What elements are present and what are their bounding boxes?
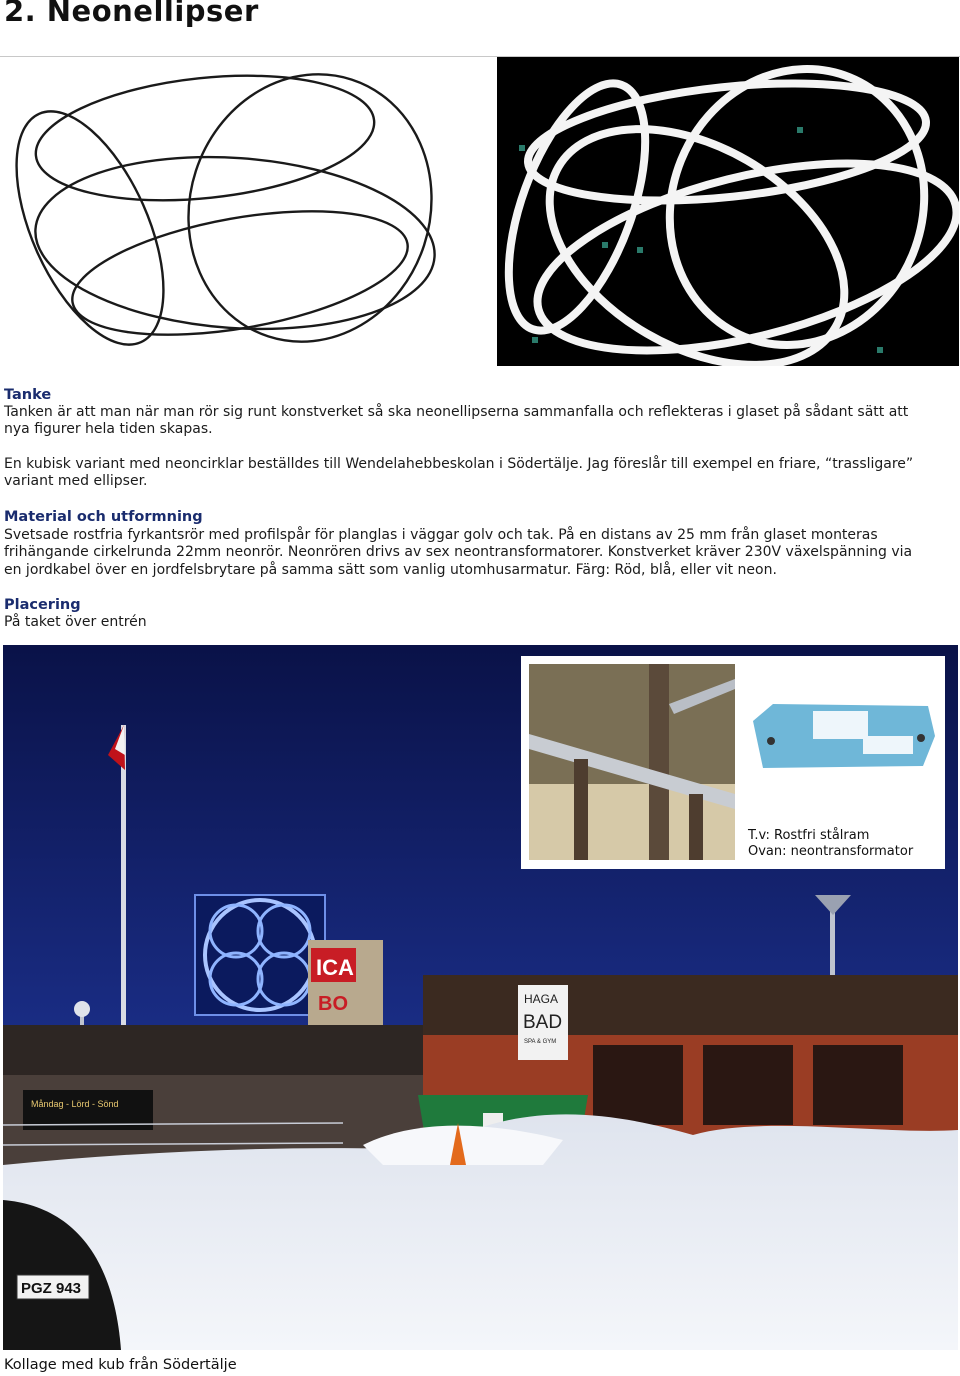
neon-transformer-photo — [743, 666, 939, 796]
svg-text:Måndag - Lörd - Sönd: Måndag - Lörd - Sönd — [31, 1099, 119, 1109]
neon-cube — [195, 895, 325, 1015]
svg-text:PGZ 943: PGZ 943 — [21, 1280, 82, 1297]
inset-caption-line-2: Ovan: neontransformator — [748, 844, 914, 859]
tanke-paragraph-1-line-2: nya figurer hela tiden skapas. — [4, 421, 213, 437]
svg-text:HAGA: HAGA — [524, 992, 559, 1006]
neon-ellipse-image — [497, 57, 959, 366]
bo-sign: BO — [318, 993, 348, 1015]
svg-text:SPA & GYM: SPA & GYM — [524, 1039, 557, 1045]
material-heading: Material och utformning — [4, 509, 203, 525]
placering-text: På taket över entrén — [4, 614, 147, 630]
inset-panel — [521, 656, 945, 869]
page-title: 2. Neonellipser — [4, 0, 259, 28]
tanke-paragraph-1-line-1: Tanken är att man när man rör sig runt konstverket så ska neonellipserna sammanfalla och reflekteras i glaset på sådant sätt att — [4, 404, 909, 420]
placering-heading: Placering — [4, 597, 81, 613]
inset-caption-line-1: T.v: Rostfri stålram — [748, 828, 870, 843]
tanke-heading: Tanke — [4, 387, 52, 403]
material-line-1: Svetsade rostfria fyrkantsrör med profilspår för planglas i väggar golv och tak. På en distans av 25 mm från glaset monteras — [4, 527, 878, 543]
tanke-paragraph-2-line-1: En kubisk variant med neoncirklar beställdes till Wendelahebbeskolan i Södertälje. Jag föreslår till exempel en friare, “trassligare” — [4, 456, 914, 472]
material-line-3: en jordkabel över en jordfelsbrytare på samma sätt som vanlig utomhusarmatur. Färg: Röd, blå, eller vit neon. — [4, 562, 777, 578]
svg-text:BAD: BAD — [523, 1012, 563, 1033]
material-line-2: frihängande cirkelrunda 22mm neonrör. Neonrören drivs av sex neontransformatorer. Konstverket kräver 230V växelspänning via — [4, 544, 913, 560]
steel-frame-photo — [529, 664, 735, 860]
tanke-paragraph-2-line-2: variant med ellipser. — [4, 473, 148, 489]
ica-sign: ICA — [316, 955, 354, 980]
photo-caption: Kollage med kub från Södertälje — [4, 1357, 237, 1373]
ellipse-sketch-image — [0, 58, 470, 368]
haga-bad-roof — [423, 975, 958, 1035]
